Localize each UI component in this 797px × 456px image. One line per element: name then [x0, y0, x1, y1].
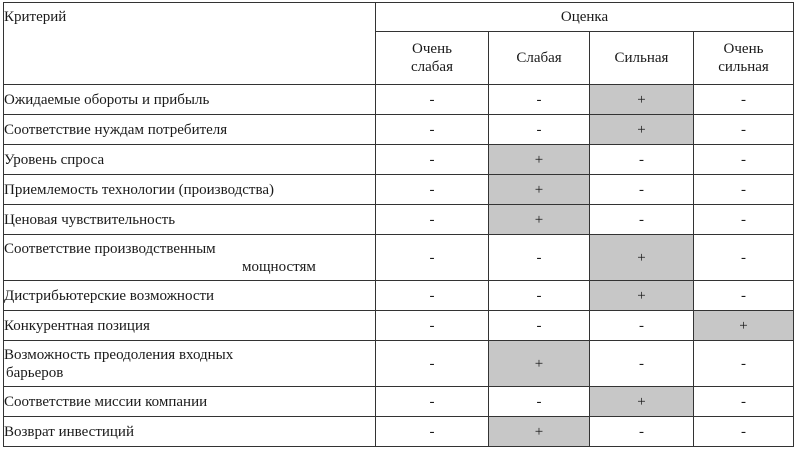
mark-cell: -: [590, 205, 694, 235]
criterion-label: Соответствие нуждам потребителя: [4, 121, 228, 138]
mark-cell: -: [376, 175, 489, 205]
level-header-line: Очень: [412, 41, 452, 57]
mark-cell: -: [694, 175, 794, 205]
mark-cell: -: [590, 341, 694, 387]
criterion-cell: [4, 205, 376, 235]
mark-cell: -: [489, 311, 590, 341]
criterion-label: Ценовая чувствительность: [4, 211, 176, 228]
mark-cell-selected: +: [694, 311, 794, 341]
table-row: [4, 281, 794, 311]
mark-cell: -: [694, 387, 794, 417]
table-row: [4, 205, 794, 235]
mark-cell: -: [694, 205, 794, 235]
mark-cell-selected: +: [590, 85, 694, 115]
criterion-cell: [4, 417, 376, 447]
mark-cell: -: [694, 417, 794, 447]
mark-cell-selected: +: [489, 145, 590, 175]
mark-cell: -: [489, 115, 590, 145]
mark-cell-selected: +: [489, 341, 590, 387]
criterion-label: Соответствие производственным: [4, 240, 216, 257]
criterion-label: Дистрибьютерские возможности: [4, 287, 215, 304]
criterion-cell: [4, 85, 376, 115]
mark-cell: -: [376, 85, 489, 115]
criterion-cell: [4, 387, 376, 417]
level-header-line: сильная: [718, 59, 769, 75]
score-header: Оценка: [376, 3, 794, 32]
mark-cell: -: [489, 235, 590, 281]
criterion-cell: [4, 115, 376, 145]
criterion-label-continued: мощностям: [242, 258, 316, 275]
mark-cell: -: [376, 235, 489, 281]
mark-cell: -: [694, 85, 794, 115]
mark-cell-selected: +: [489, 417, 590, 447]
table-row: [4, 341, 794, 387]
mark-cell: -: [489, 85, 590, 115]
table-row: [4, 85, 794, 115]
mark-cell: -: [376, 115, 489, 145]
mark-cell-selected: +: [590, 235, 694, 281]
level-header-very-strong: [694, 32, 794, 85]
level-header-line: слабая: [411, 59, 453, 75]
mark-cell-selected: +: [489, 175, 590, 205]
mark-cell: -: [694, 115, 794, 145]
mark-cell-selected: +: [590, 281, 694, 311]
mark-cell: -: [590, 175, 694, 205]
criterion-label: Возврат инвестиций: [4, 423, 134, 440]
criterion-label: Конкурентная позиция: [4, 317, 150, 334]
mark-cell: -: [489, 281, 590, 311]
criterion-cell: [4, 311, 376, 341]
mark-cell: -: [376, 281, 489, 311]
level-header-weak: [489, 32, 590, 85]
criterion-cell: [4, 145, 376, 175]
mark-cell: -: [694, 281, 794, 311]
mark-cell: -: [590, 145, 694, 175]
mark-cell: -: [694, 341, 794, 387]
mark-cell: -: [376, 387, 489, 417]
table-row: [4, 387, 794, 417]
level-header-strong: [590, 32, 694, 85]
level-header-line: Сильная: [614, 50, 669, 66]
criterion-cell: [4, 281, 376, 311]
mark-cell: -: [376, 341, 489, 387]
criterion-label: Ожидаемые обороты и прибыль: [4, 91, 210, 108]
assessment-table: [3, 2, 794, 447]
mark-cell: -: [376, 417, 489, 447]
mark-cell: -: [376, 311, 489, 341]
criterion-header: Критерий: [4, 3, 376, 85]
table-row: [4, 145, 794, 175]
mark-cell: -: [489, 387, 590, 417]
table-row: [4, 235, 794, 281]
criterion-label: Уровень спроса: [4, 151, 105, 168]
criterion-label: Приемлемость технологии (производства): [4, 181, 275, 198]
level-header-line: Очень: [723, 41, 764, 57]
mark-cell: -: [694, 145, 794, 175]
mark-cell-selected: +: [590, 387, 694, 417]
mark-cell: -: [376, 145, 489, 175]
mark-cell-selected: +: [489, 205, 590, 235]
table-row: [4, 175, 794, 205]
criterion-label: Возможность преодоления входных: [4, 346, 234, 363]
criterion-label: Соответствие миссии компании: [4, 393, 208, 410]
table-row: [4, 417, 794, 447]
criterion-label-continued: барьеров: [6, 364, 64, 381]
criterion-cell: [4, 341, 376, 387]
level-header-very-weak: [376, 32, 489, 85]
criterion-cell: [4, 235, 376, 281]
table-row: [4, 311, 794, 341]
mark-cell: -: [376, 205, 489, 235]
mark-cell-selected: +: [590, 115, 694, 145]
table-row: [4, 115, 794, 145]
mark-cell: -: [590, 311, 694, 341]
level-header-line: Слабая: [516, 50, 562, 66]
mark-cell: -: [694, 235, 794, 281]
mark-cell: -: [590, 417, 694, 447]
criterion-cell: [4, 175, 376, 205]
